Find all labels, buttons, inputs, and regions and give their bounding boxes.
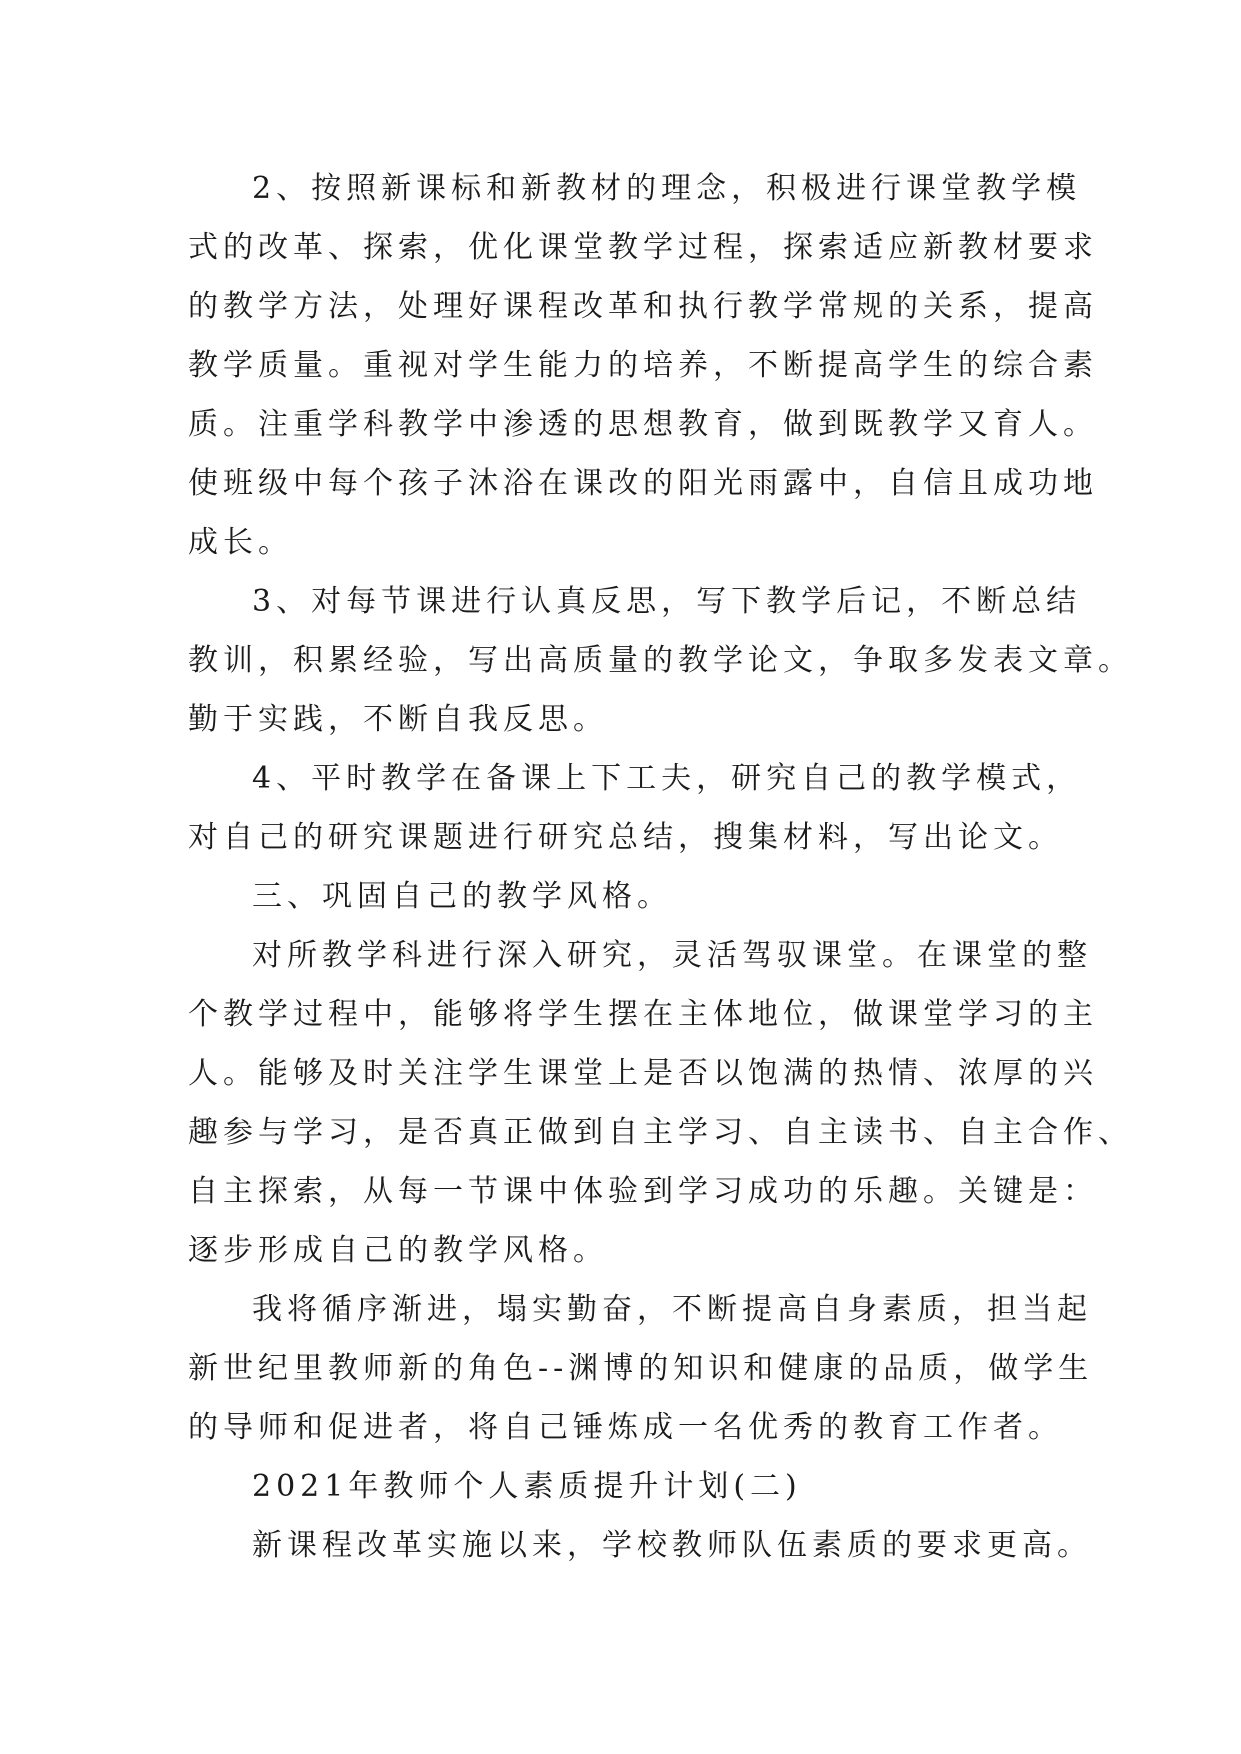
text-line: 质。注重学科教学中渗透的思想教育，做到既教学又育人。 (188, 407, 1098, 442)
text-line: 勤于实践，不断自我反思。 (188, 702, 608, 737)
text-line: 使班级中每个孩子沐浴在课改的阳光雨露中，自信且成功地 (188, 466, 1098, 501)
document-subtitle: 2021年教师个人素质提升计划(二) (252, 1469, 802, 1504)
text-line: 4、平时教学在备课上下工夫，研究自己的教学模式， (252, 761, 1082, 796)
text-line: 个教学过程中，能够将学生摆在主体地位，做课堂学习的主 (188, 997, 1098, 1032)
text-line: 逐步形成自己的教学风格。 (188, 1233, 608, 1268)
text-line: 的教学方法，处理好课程改革和执行教学常规的关系，提高 (188, 289, 1098, 324)
text-line: 2、按照新课标和新教材的理念，积极进行课堂教学模 (252, 171, 1082, 206)
text-line: 我将循序渐进，塌实勤奋，不断提高自身素质，担当起 (252, 1292, 1092, 1327)
text-line: 教训，积累经验，写出高质量的教学论文，争取多发表文章。 (188, 643, 1133, 678)
document-body (188, 159, 1133, 1575)
text-line: 新课程改革实施以来，学校教师队伍素质的要求更高。 (252, 1528, 1092, 1563)
text-line: 对所教学科进行深入研究，灵活驾驭课堂。在课堂的整 (252, 938, 1092, 973)
text-line: 3、对每节课进行认真反思，写下教学后记，不断总结 (252, 584, 1082, 619)
text-line: 新世纪里教师新的角色--渊博的知识和健康的品质，做学生 (188, 1351, 1094, 1386)
text-line: 对自己的研究课题进行研究总结，搜集材料，写出论文。 (188, 820, 1063, 855)
text-line: 教学质量。重视对学生能力的培养，不断提高学生的综合素 (188, 348, 1098, 383)
text-line: 的导师和促进者，将自己锤炼成一名优秀的教育工作者。 (188, 1410, 1063, 1445)
text-line: 式的改革、探索，优化课堂教学过程，探索适应新教材要求 (188, 230, 1098, 265)
text-line: 人。能够及时关注学生课堂上是否以饱满的热情、浓厚的兴 (188, 1056, 1098, 1091)
text-line: 自主探索，从每一节课中体验到学习成功的乐趣。关键是： (188, 1174, 1098, 1209)
text-line: 成长。 (188, 525, 293, 560)
section-heading: 三、巩固自己的教学风格。 (252, 879, 672, 914)
text-line: 趣参与学习，是否真正做到自主学习、自主读书、自主合作、 (188, 1115, 1133, 1150)
